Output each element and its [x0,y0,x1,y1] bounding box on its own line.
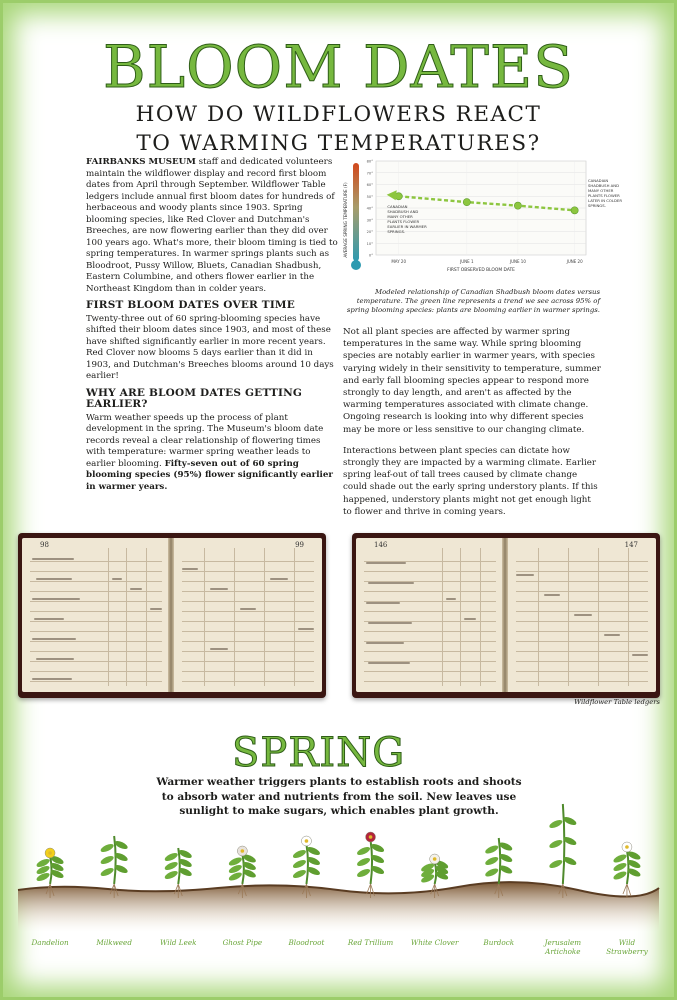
annotation-cold: CANADIAN [588,178,609,184]
plant-roots [559,884,567,898]
plant-white-clover [420,854,449,898]
right-paragraph-1: Not all plant species are affected by warmer spring temperatures in the same way. While spring blooming species are notably earlier in warmer years, with species varying widely in their sensitivity to temperature, summer and early fall blooming species appear to respond more strongly to day length, and aren't as affected by the warming temperatures associated with climate change. Ongoing research is looking into why different species may be more or less sensitive to our changing climate. [343,327,601,435]
plant-leaf [484,855,499,866]
spring-title: SPRING [232,730,406,776]
y-axis-label: AVERAGE SPRING TEMPERATURE (F) [343,182,348,258]
plant-leaf [292,868,307,879]
annotation-warm: SPRINGS. [387,229,406,234]
plant-jerusalem-artichoke [548,804,577,898]
plant-leaf [164,860,179,871]
ledger-right-page-right [508,538,656,692]
y-tick-label: 70° [366,171,373,176]
section1-body: Twenty-three out of 60 spring-blooming species have shifted their bloom dates since 1903, and most of these have shifted significantly earlier in more recent years. Red Clover now blooms 5 days earlier than it did in 1903, and Dutchman's Breeches blooms around 10 days earlier! [86,313,334,381]
page-title: BLOOM DATES [102,33,575,101]
plant-label: Wild Leek [160,938,197,947]
plant-stem [50,856,52,884]
plant-roots [302,884,310,898]
plant-roots [110,884,118,898]
right-paragraph-2: Interactions between plant species can dictate how strongly they are impacted by a warming climate. Earlier spring leaf-out of tall trees caused by climate change could shade out the early spring understory plants. If this happened, understory plants might not get enough light to flower and thrive in coming years. [343,445,598,517]
plant-roots [623,884,631,898]
spring-text: Warmer weather triggers plants to establish roots and shoots to absorb water and nutrients from the soil. New leaves use sunlight to make sugars, which enables plant growth. [156,776,522,817]
section2-heading: WHY ARE BLOOM DATES GETTING EARLIER? [86,386,303,410]
plant-label: White Clover [410,938,459,947]
subtitle-line-1: HOW DO WILDFLOWERS REACT [135,102,542,127]
plant-label: Wild Strawberry [606,938,648,956]
y-tick-label: 60° [366,183,373,187]
ledger-page-number: 147 [624,541,638,549]
section2-emphasis: Fifty-seven out of 60 spring blooming species (95%) flower significantly earlier in warmer years. [86,458,333,492]
annotation-cold: SPRINGS. [588,203,606,209]
plant-roots [174,884,182,898]
section2-body [86,413,338,494]
y-tick-label: 20° [366,230,373,234]
x-axis-label: FIRST OBSERVED BLOOM DATE [447,268,515,273]
plant-bloodroot [292,836,321,898]
ledger-caption: Wildflower Table ledgers [574,698,660,706]
plant-leaf [100,854,115,865]
plant-leaf [548,818,563,829]
data-point [571,207,578,214]
y-tick-label: 0° [368,253,373,258]
x-tick-label: JUNE 10 [509,259,526,264]
plant-leaf [164,869,179,880]
plant-wild-leek [164,848,193,898]
plant-label: Milkweed [96,938,132,947]
annotation-cold: LATER IN COLDER [588,198,622,204]
plant-leaf [292,848,307,859]
ledger-right-page-left [356,538,504,692]
subtitle-line-2: TO WARMING TEMPERATURES? [136,131,541,156]
plant-label: Red Trillium [347,938,394,947]
annotation-warm: PLANTS FLOWER [387,219,420,224]
plant-leaf [548,838,563,849]
plant-milkweed [100,836,129,898]
y-tick-label: 40° [366,206,373,211]
x-tick-label: JUNE 20 [566,259,583,264]
ledger-page-number: 146 [374,541,388,549]
annotation-warm: CANADIAN [387,204,408,209]
ledger-left [18,533,326,698]
plant-red-trillium [356,832,385,898]
x-tick-label: JUNE 1 [460,259,474,264]
intro-paragraph [86,157,338,295]
thermometer-bulb-icon [351,260,361,270]
annotation-warm: SHADBUSH AND [387,209,419,214]
plant-labels [31,938,648,962]
plant-stem [242,854,244,884]
plant-burdock [484,838,513,898]
ledger-page-number: 98 [40,541,49,549]
annotation-warm: MANY OTHER [387,214,413,219]
plant-wild-strawberry [612,842,641,898]
y-tick-label: 80° [366,159,373,164]
plant-leaf [612,870,627,881]
left-column [86,157,338,496]
section2-text: Warm weather speeds up the process of plant development in the spring. The Museum's bloom date records reveal a clear relationship of flowering times with temperature: warmer spring weather leads to earlier blooming. [86,412,324,469]
plant-illustrations [18,812,659,902]
flower-center [305,839,309,843]
flower-center [369,835,373,839]
intro-body: staff and dedicated volunteers maintain the wildflower display and record first bloom dates from April through September. Wildflower Table ledgers include annual first bloom dates for hundreds of herbaceous and woody plants since 1903. Spring blooming species, like Red Clover and Dutchman's Breeches, are now flowering earlier than they did over 100 years ago. What's more, their bloom timing is tied to spring temperatures. In warmer springs plants such as Bloodroot, Pussy Willow, Bluets, Canadian Shadbush, Eastern Columbine, and others flower earlier in the Northeast Kingdom than in colder years. [86,157,338,294]
data-point [463,199,470,206]
y-tick-label: 10° [366,241,373,246]
plant-label: Ghost Pipe [222,938,263,947]
plant-roots [431,884,439,898]
y-tick-label: 30° [366,218,373,223]
annotation-cold: MANY OTHER [588,188,614,194]
plant-roots [238,884,246,898]
plant-label: Burdock [483,938,515,947]
thermometer-icon [353,163,359,261]
ledger-page-number: 99 [295,541,304,549]
plant-label: Dandelion [31,938,69,947]
plant-leaf [612,861,627,872]
right-column [343,326,601,527]
ledger-left-page-left [22,538,170,692]
annotation-cold: PLANTS FLOWER [588,193,620,199]
plant-leaf [484,867,499,878]
plant-leaf [100,842,115,853]
plant-leaf [548,858,563,869]
plant-leaf [164,851,179,862]
plant-ghost-pipe [228,846,257,898]
bloom-temperature-chart [338,155,622,285]
plant-leaf [356,856,371,867]
plant-leaf [356,867,371,878]
flower-center [625,845,629,849]
section1-heading: FIRST BLOOM DATES OVER TIME [86,299,295,311]
plant-stem [563,804,565,884]
plant-leaf [484,844,499,855]
plant-label: Jerusalem Artichoke [544,938,582,956]
annotation-cold: SHADBUSH AND [588,183,620,189]
plant-dandelion [35,848,64,898]
plant-label: Bloodroot [288,938,325,947]
chart-caption: Modeled relationship of Canadian Shadbush bloom dates versus temperature. The green line represents a trend we see across 95% of spring blooming species: plants are blooming earlier in warmer springs. [346,288,600,314]
plant-roots [46,884,54,898]
intro-lead: FAIRBANKS MUSEUM [86,157,196,167]
plant-stem [627,850,629,884]
annotation-warm: EARLIER IN WARMER [387,224,427,229]
plant-roots [367,884,375,898]
page-subtitle [0,100,677,158]
plant-leaf [356,845,371,856]
plant-leaf [292,858,307,869]
plant-leaf [612,853,627,864]
ledger-right [352,533,660,698]
flower-center [48,851,52,855]
flower-center [241,849,245,853]
plant-roots [495,884,503,898]
y-tick-label: 50° [366,194,373,199]
flower-center [433,857,437,861]
data-point [514,202,521,209]
ledger-left-page-right [174,538,322,692]
plant-leaf [100,866,115,877]
x-tick-label: MAY 20 [391,259,407,264]
